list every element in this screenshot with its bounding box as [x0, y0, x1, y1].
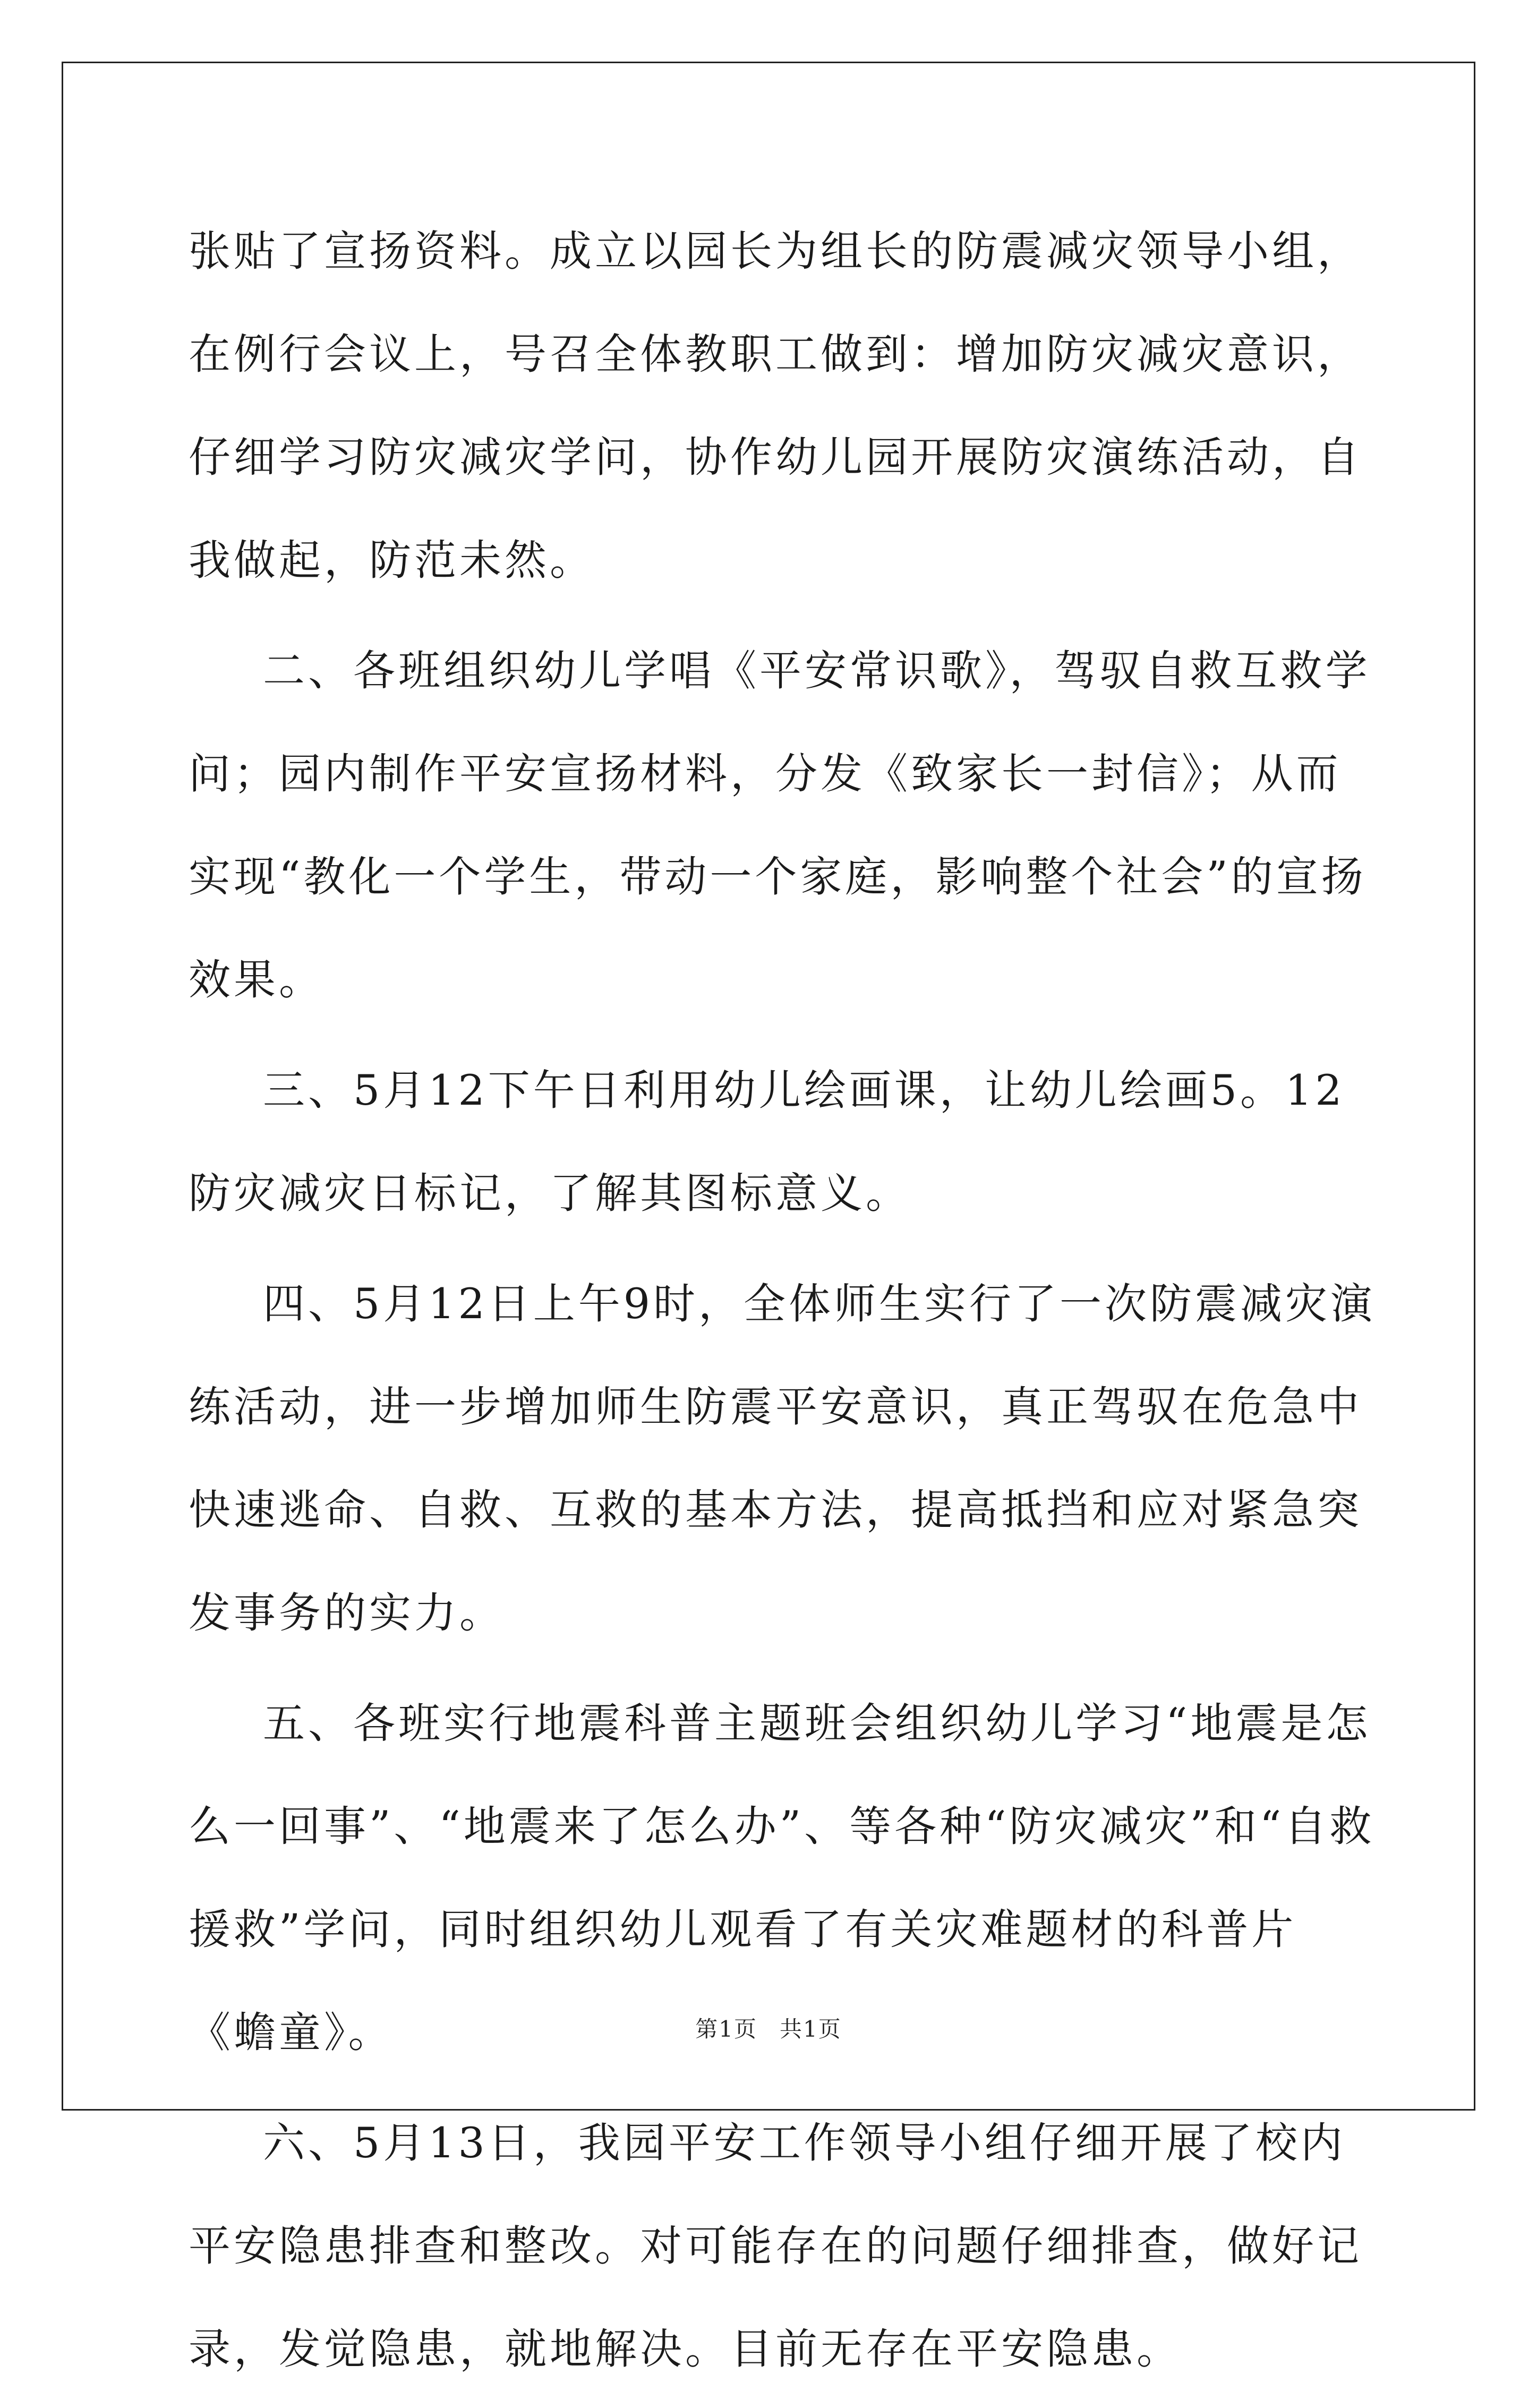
paragraph-1: 张贴了宣扬资料。成立以园长为组长的防震减灾领导小组，在例行会议上，号召全体教职工做到：增加防灾减灾意识，仔细学习防灾减灾学问，协作幼儿园开展防灾演练活动，自我做起，防范未然。: [189, 227, 1362, 585]
page-number: 第1页: [695, 2016, 757, 2042]
page-footer: [0, 2012, 1537, 2044]
document-body: [189, 200, 1378, 2408]
page-total: 共1页: [780, 2016, 842, 2042]
paragraph-3: 三、5月12下午日利用幼儿绘画课，让幼儿绘画5。12防灾减灾日标记，了解其图标意义。: [189, 1066, 1345, 1218]
paragraph-4: 四、5月12日上午9时，全体师生实行了一次防震减灾演练活动，进一步增加师生防震平安意识，真正驾驭在危急中快速逃命、自救、互救的基本方法，提高抵挡和应对紧急突发事务的实力。: [189, 1279, 1376, 1637]
paragraph-6: 六、5月13日，我园平安工作领导小组仔细开展了校内平安隐患排查和整改。对可能存在的问题仔细排查，做好记录，发觉隐患，就地解决。目前无存在平安隐患。: [189, 2119, 1362, 2373]
paragraph-2: 二、各班组织幼儿学唱《平安常识歌》，驾驭自救互救学问；园内制作平安宣扬材料，分发《致家长一封信》；从而实现“教化一个学生，带动一个家庭，影响整个社会”的宣扬效果。: [189, 646, 1371, 1004]
paragraph-5: 五、各班实行地震科普主题班会组织幼儿学习“地震是怎么一回事”、“地震来了怎么办”、等各种“防灾减灾”和“自救援救”学问，同时组织幼儿观看了有关灾难题材的科普片《蟾童》。: [189, 1699, 1375, 2057]
